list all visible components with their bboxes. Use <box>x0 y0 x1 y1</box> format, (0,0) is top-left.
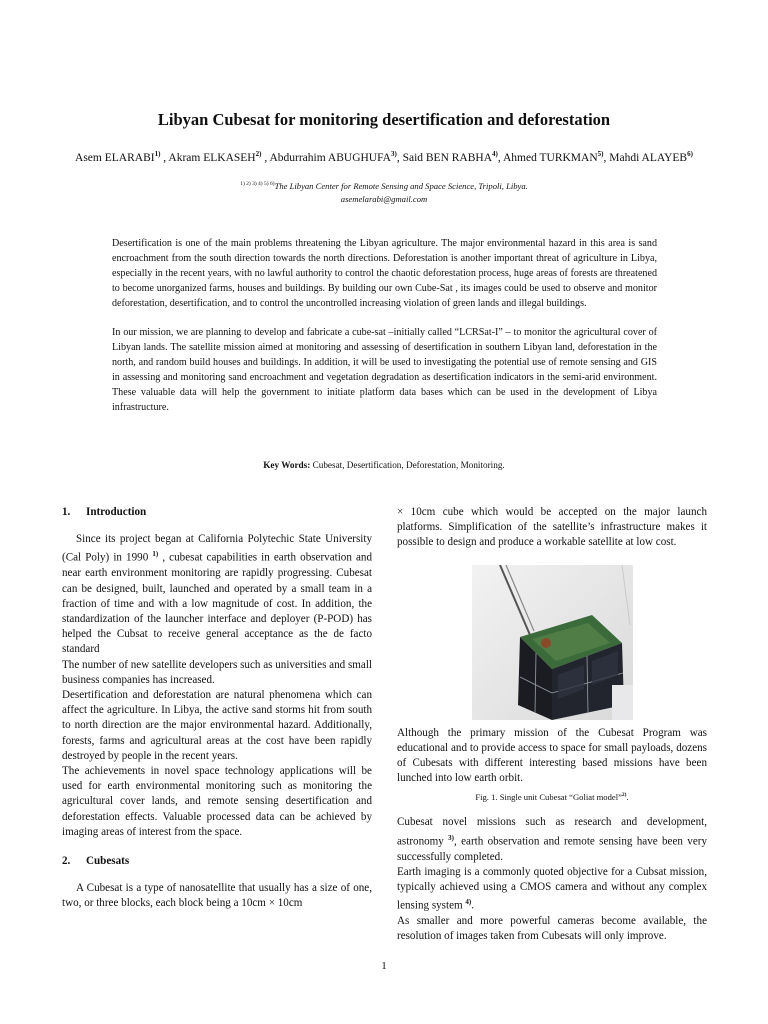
text-run: Cubesat novel missions such as research and development, astronomy <box>397 816 707 848</box>
author-affil-mark: 4) <box>492 150 498 158</box>
author-affil-mark: 3) <box>390 150 397 158</box>
text-run: Since its project began at California Polytechic State University (Cal Poly) in 1990 <box>62 533 372 565</box>
author-name: Said BEN RABHA <box>402 151 493 164</box>
keywords-text: Cubesat, Desertification, Deforestation, Monitoring. <box>312 460 505 470</box>
author-name: Abdurrahim ABUGHUFA <box>269 151 391 164</box>
section-number: 2. <box>62 854 71 867</box>
cubesats-paragraph: As smaller and more powerful cameras become available, the resolution of images taken from Cubesats will only improve. <box>397 915 707 943</box>
affiliation <box>60 178 708 206</box>
author-name: Ahmed TURKMAN <box>502 151 598 164</box>
figure-caption <box>397 788 707 805</box>
author-affil-mark: 2) <box>255 150 262 158</box>
citation-mark: 2) <box>621 792 627 799</box>
right-column <box>397 505 707 944</box>
text-run: . <box>471 899 475 912</box>
citation-mark: 4) <box>465 898 472 907</box>
affiliation-text: The Libyan Center for Remote Sensing and Space Science, Tripoli, Libya. <box>274 180 528 191</box>
author-list: Asem ELARABI$^{1)}$ , Akram ELKASEH$^{2)}$ , Abdurrahim ABUGHUFA$^{3)}$, Said BEN RABHA$^{4)}$, Ahmed TURKMAN$^{5)}$, Mahdi ALAYEB$^{6)}$ <box>75 150 693 164</box>
intro-paragraph: The number of new satellite developers such as universities and small business companies has increased. <box>62 658 372 686</box>
citation-mark: 1) <box>152 550 159 559</box>
section-number: 1. <box>62 506 71 518</box>
keywords-label: Key Words: <box>263 460 311 470</box>
section-title: Introduction <box>86 506 147 518</box>
paper-title: Libyan Cubesat for monitoring desertification and deforestation <box>157 110 611 129</box>
abstract-paragraph: Desertification is one of the main problems threatening the Libyan agriculture. The major environmental hazard in this area is sand encroachment from the south direction towards the north directions. Deforestation is another important threat of agriculture in Libya, especially in the recent years, with no lawful authority to control the chaotic deforestation process, huge areas of forests are threatened to become unorganized farms, houses and buildings. By building our own Cube-Sat , its images could be used to observe and monitor deforestation, desertification, and to control the uncontrolled increasing violation of green lands and illegal buildings. <box>112 238 657 309</box>
intro-paragraph <box>62 532 372 657</box>
author-name: Mahdi ALAYEB <box>609 151 688 164</box>
intro-paragraph: The achievements in novel space technology applications will be used for earth environmental monitoring such as monitoring the agricultural cover lands, and remote sensing desertification and deforestation effects. Valuable processed data can be achieved by imaging areas of interest from the space. <box>62 764 372 838</box>
author-name: Asem ELARABI <box>75 151 155 164</box>
text-run: , cubesat capabilities in earth observation and near earth environment monitoring are rapidly progressing. Cubesat can be designed, built, launched and operated by a small team in a fraction of time and with a low magnitude of cost. In addition, the standardization of the launcher interface and deployer (P-POD) has helped the Cubsat to receive general acceptance as the de facto standard <box>62 552 373 656</box>
citation-mark: 3) <box>448 833 455 842</box>
intro-paragraph: Desertification and deforestation are natural phenomena which can affect the agriculture. In Libya, the active sand storms hit from south to north direction are the major environmental hazard. Additionally, forests, farms and agricultural areas at the cost have been rapidly destroyed by people in the recent years. <box>62 688 372 762</box>
text-run: , earth observation and remote sensing have been very successfully completed. <box>397 835 707 863</box>
text-run: Fig. 1. Single unit Cubesat “Goliat model” <box>475 792 622 803</box>
cubesats-paragraph: A Cubesat is a type of nanosatellite that usually has a size of one, two, or three blocks, each block being a 10cm × 10cm <box>62 882 372 910</box>
section-title: Cubesats <box>86 854 130 867</box>
cubesats-paragraph: × 10cm cube which would be accepted on the major launch platforms. Simplification of the satellite’s infrastructure makes it possible to design and produce a workable satellite at low cost. <box>397 506 707 549</box>
abstract-paragraph: In our mission, we are planning to develop and fabricate a cube-sat –initially called “LCRSat-I” – to monitor the agricultural cover of Libyan lands. The satellite mission aimed at monitoring and assessing of desertification in southern Libyan land, deforestation in the north, and random build houses and buildings. In addition, it will be used to investigating the potential use of remote sensing and GIS in assessing and monitoring sand encroachment and vegetation degradation as desertification indicators in the semi-arid environment. These valuable data will help the government to initiate platform data bases which can be used in the development of Libya infrastructure. <box>112 327 657 413</box>
author-affil-mark: 6) <box>687 150 693 158</box>
page-number: 1 <box>381 960 387 972</box>
text-run: . <box>626 792 629 803</box>
section-heading-cubesats <box>62 854 372 869</box>
text-run: Earth imaging is a commonly quoted objective for a Cubsat mission, typically achieved using a CMOS camera and without any complex lensing system <box>397 865 707 912</box>
author-name: Akram ELKASEH <box>168 151 256 164</box>
author-affil-mark: 1) <box>154 150 161 158</box>
cubesats-paragraph <box>397 865 707 914</box>
cubesat-photo <box>472 565 633 720</box>
abstract <box>112 236 657 429</box>
cubesats-paragraph: Although the primary mission of the Cubesat Program was educational and to provide access to space for small payloads, dozens of Cubesats with different interesting based missions have been lunched into low earth orbit. <box>397 726 707 785</box>
affiliation-marks: 1) 2) 3) 4) 5) 6) <box>240 181 275 187</box>
author-email: asemelarabi@gmail.com <box>340 193 428 204</box>
left-column <box>62 505 372 912</box>
cubesats-paragraph <box>397 815 707 864</box>
author-affil-mark: 5) <box>597 150 604 158</box>
keywords <box>0 460 768 470</box>
section-heading-introduction <box>62 505 372 520</box>
